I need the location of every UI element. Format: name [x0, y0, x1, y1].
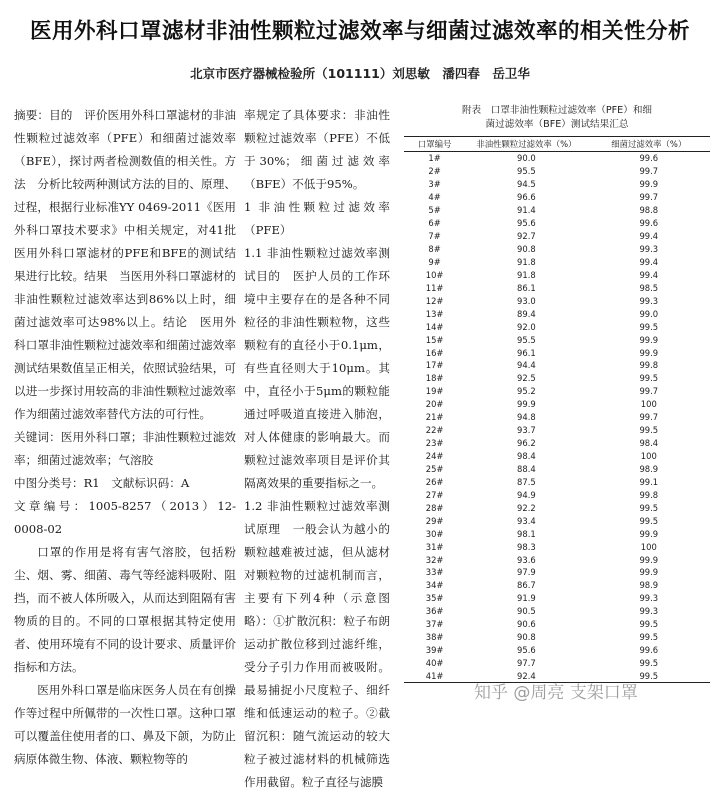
cell-bfe: 100 [640, 451, 657, 462]
table-row [404, 437, 710, 450]
cell-pfe: 95.5 [517, 334, 536, 345]
cell-pfe: 87.5 [517, 476, 536, 487]
cell-mask-id: 31# [425, 541, 444, 552]
cell-pfe: 90.5 [517, 606, 536, 617]
cell-mask-id: 1# [428, 153, 441, 164]
cell-mask-id: 5# [428, 205, 441, 216]
cell-mask-id: 38# [425, 632, 444, 643]
body-paragraph: 率规定了具体要求：非油性颗粒过滤效率（PFE）不低于30%；细菌过滤效率（BFE）不低于95%。 [244, 108, 390, 191]
cell-bfe: 98.4 [639, 438, 659, 449]
cell-bfe: 99.7 [639, 412, 659, 423]
cell-pfe: 95.6 [517, 218, 536, 229]
cell-bfe: 99.9 [639, 528, 659, 539]
cell-mask-id: 11# [425, 282, 444, 293]
table-row [404, 592, 710, 605]
cell-pfe: 96.6 [517, 192, 536, 203]
cell-mask-id: 25# [425, 463, 444, 474]
cell-mask-id: 3# [428, 179, 441, 190]
cell-mask-id: 29# [425, 515, 444, 526]
table-row [404, 514, 710, 527]
cell-bfe: 99.6 [639, 645, 659, 656]
cell-bfe: 99.4 [639, 256, 659, 267]
table-row [404, 256, 710, 269]
cell-bfe: 99.5 [639, 373, 659, 384]
cell-bfe: 99.3 [639, 295, 659, 306]
table-row [404, 346, 710, 359]
cell-pfe: 93.6 [517, 554, 536, 565]
cell-bfe: 99.5 [639, 658, 659, 669]
table-row [404, 475, 710, 488]
table-row [404, 605, 710, 618]
cell-mask-id: 17# [425, 360, 444, 371]
cell-mask-id: 16# [425, 347, 444, 358]
cell-mask-id: 15# [425, 334, 444, 345]
table-row [404, 320, 710, 333]
cell-bfe: 98.9 [639, 580, 659, 591]
cell-pfe: 93.0 [517, 295, 536, 306]
cell-bfe: 99.5 [639, 632, 659, 643]
keywords: 关键词：医用外科口罩；非油性颗粒过滤效率；细菌过滤效率；气溶胶 [14, 430, 236, 467]
table-row [404, 307, 710, 320]
cell-bfe: 98.5 [639, 282, 659, 293]
cell-bfe: 99.6 [639, 218, 659, 229]
cell-bfe: 99.8 [639, 489, 659, 500]
cell-pfe: 88.4 [517, 463, 536, 474]
table-row [404, 333, 710, 346]
cell-mask-id: 13# [425, 308, 444, 319]
cell-bfe: 99.5 [639, 619, 659, 630]
middle-column [244, 104, 390, 794]
cell-bfe: 100 [640, 541, 657, 552]
cell-mask-id: 33# [425, 567, 444, 578]
cell-bfe: 99.8 [639, 360, 659, 371]
table-row [404, 501, 710, 514]
cell-bfe: 99.7 [639, 386, 659, 397]
cell-pfe: 98.1 [517, 528, 536, 539]
cell-pfe: 94.5 [517, 179, 536, 190]
left-column [14, 104, 236, 771]
cell-mask-id: 41# [404, 670, 465, 683]
cell-bfe: 99.4 [639, 269, 659, 280]
cell-mask-id: 35# [425, 593, 444, 604]
subsection-paragraph: 1.1 非油性颗粒过滤效率测试目的 医护人员的工作环境中主要存在的是各种不同粒径的非油性颗粒物，这些颗粒有的直径小于0.1μm，有些直径则大于10μm。其中，直径小于5μm的颗粒能通过呼吸道直接进入肺泡，对人体健康的影响最大。而颗粒过滤效率项目是评价其隔离效果的重要指标之一。 [244, 246, 390, 490]
table-row [404, 566, 710, 579]
cell-bfe: 99.3 [639, 593, 659, 604]
cell-bfe: 99.6 [639, 153, 659, 164]
table-row [404, 644, 710, 657]
cell-mask-id: 7# [428, 231, 441, 242]
cell-mask-id: 40# [425, 658, 444, 669]
cell-mask-id: 22# [425, 425, 444, 436]
cell-bfe: 99.3 [639, 244, 659, 255]
header-bfe: 细菌过滤效率（%） [588, 137, 710, 152]
cell-pfe: 98.4 [517, 451, 536, 462]
cell-pfe: 94.9 [517, 489, 536, 500]
table-row [404, 398, 710, 411]
cell-mask-id: 2# [428, 166, 441, 177]
cell-pfe: 99.9 [517, 399, 536, 410]
cell-pfe: 92.5 [517, 373, 536, 384]
table-caption-line: 菌过滤效率（BFE）测试结果汇总 [485, 119, 629, 130]
abstract: 摘要：目的 评价医用外科口罩滤材的非油性颗粒过滤效率（PFE）和细菌过滤效率（BFE），探讨两者检测数值的相关性。方法 分析比较两种测试方法的目的、原理、过程，根据行业标准YY 0469-2011《医用外科口罩技术要求》中相关规定，对41批医用外科口罩滤材的PFE和BFE的测试结果进行比较。结果 当医用外科口罩滤材的非油性颗粒过滤效率达到86%以上时，细菌过滤效率可达98%以上。结论 医用外科口罩非油性颗粒过滤效率和细菌过滤效率测试结果数值呈正相关，依照试验结果，可以进一步探讨用较高的非油性颗粒过滤效率作为细菌过滤效率替代方法的可行性。 [14, 108, 236, 421]
results-table [404, 136, 710, 683]
table-row [404, 217, 710, 230]
cell-pfe: 91.8 [517, 256, 536, 267]
cell-bfe: 99.7 [639, 192, 659, 203]
cell-bfe: 99.9 [639, 567, 659, 578]
cell-bfe: 99.4 [639, 231, 659, 242]
table-row [404, 268, 710, 281]
cell-mask-id: 23# [425, 438, 444, 449]
cell-pfe: 90.0 [517, 153, 536, 164]
cell-bfe: 99.3 [639, 606, 659, 617]
table-caption-line: 附表 口罩非油性颗粒过滤效率（PFE）和细 [461, 105, 653, 116]
cell-bfe: 99.5 [639, 321, 659, 332]
cell-mask-id: 8# [428, 244, 441, 255]
author-line: 北京市医疗器械检验所（101111）刘思敏 潘四春 岳卫华 [190, 66, 530, 81]
cell-bfe: 99.9 [639, 334, 659, 345]
cell-pfe: 96.2 [517, 438, 536, 449]
table-row [404, 281, 710, 294]
cell-mask-id: 10# [425, 269, 444, 280]
cell-mask-id: 4# [428, 192, 441, 203]
table-row [404, 372, 710, 385]
cell-mask-id: 24# [425, 451, 444, 462]
cell-mask-id: 21# [425, 412, 444, 423]
cell-mask-id: 20# [425, 399, 444, 410]
table-row [404, 424, 710, 437]
cell-bfe: 99.5 [639, 515, 659, 526]
results-table-block [404, 104, 710, 683]
cell-mask-id: 6# [428, 218, 441, 229]
cell-pfe: 92.4 [465, 670, 587, 683]
cell-mask-id: 18# [425, 373, 444, 384]
cell-pfe: 96.1 [517, 347, 536, 358]
cell-pfe: 94.4 [517, 360, 536, 371]
cell-mask-id: 19# [425, 386, 444, 397]
section-heading: 1 非油性颗粒过滤效率（PFE） [244, 200, 390, 237]
cell-pfe: 92.2 [517, 502, 536, 513]
cell-pfe: 90.8 [517, 244, 536, 255]
cell-pfe: 89.4 [517, 308, 536, 319]
cell-bfe: 99.5 [639, 425, 659, 436]
table-row [404, 553, 710, 566]
cell-pfe: 95.2 [517, 386, 536, 397]
cell-pfe: 90.8 [517, 632, 536, 643]
cell-mask-id: 36# [425, 606, 444, 617]
table-row [404, 165, 710, 178]
table-row [404, 230, 710, 243]
cell-mask-id: 14# [425, 321, 444, 332]
cell-mask-id: 28# [425, 502, 444, 513]
cell-bfe: 100 [640, 399, 657, 410]
table-row [404, 579, 710, 592]
table-row [404, 527, 710, 540]
article-title: 医用外科口罩滤材非油性颗粒过滤效率与细菌过滤效率的相关性分析 [29, 19, 690, 44]
table-row [404, 631, 710, 644]
cell-bfe: 99.0 [639, 308, 659, 319]
cell-bfe: 99.9 [639, 347, 659, 358]
cell-bfe: 98.9 [639, 463, 659, 474]
cell-pfe: 91.9 [517, 593, 536, 604]
table-row [404, 450, 710, 463]
table-row [404, 488, 710, 501]
cell-pfe: 93.7 [517, 425, 536, 436]
cell-mask-id: 12# [425, 295, 444, 306]
table-row [404, 411, 710, 424]
table-row [404, 191, 710, 204]
table-row [404, 463, 710, 476]
cell-mask-id: 32# [425, 554, 444, 565]
article-number: 文章编号：1005-8257（2013）12-0008-02 [14, 499, 236, 536]
table-row [404, 178, 710, 191]
cell-mask-id: 9# [428, 256, 441, 267]
table-header-row [404, 137, 710, 152]
cell-pfe: 95.5 [517, 166, 536, 177]
cell-mask-id: 30# [425, 528, 444, 539]
table-row [404, 359, 710, 372]
cell-pfe: 97.9 [517, 567, 536, 578]
subsection-paragraph: 1.2 非油性颗粒过滤效率测试原理 一般会认为越小的颗粒越难被过滤，但从滤材对颗粒物的过滤机制而言，主要有下列4种（示意图略）：①扩散沉积：粒子布朗运动扩散位移到过滤纤维，受分子引力作用而被吸附。最易捕捉小尺度粒子、细纤维和低速运动的粒子。②截留沉积：随气流运动的较大粒子被过滤材料的机械筛选作用截留。粒子直径与滤膜 [244, 499, 390, 789]
header-pfe: 非油性颗粒过滤效率（%） [465, 137, 587, 152]
cell-bfe: 99.5 [588, 670, 710, 683]
cell-pfe: 98.3 [517, 541, 536, 552]
cell-pfe: 92.0 [517, 321, 536, 332]
classification: 中图分类号：R1 文献标识码：A [14, 476, 190, 490]
cell-pfe: 97.7 [517, 658, 536, 669]
body-paragraph: 医用外科口罩是临床医务人员在有创操作等过程中所佩带的一次性口罩。这种口罩可以覆盖住使用者的口、鼻及下颌，为防止病原体微生物、体液、颗粒物等的 [14, 683, 236, 766]
table-row [404, 152, 710, 165]
table-row [404, 294, 710, 307]
table-row [404, 657, 710, 670]
cell-pfe: 95.6 [517, 645, 536, 656]
body-paragraph: 口罩的作用是将有害气溶胶，包括粉尘、烟、雾、细菌、毒气等经滤料吸附、阻挡，而不被人体所吸入，从而达到阻隔有害物质的目的。不同的口罩根据其特定使用者、使用环境有不同的设计要求、质量评价指标和方法。 [14, 545, 236, 674]
cell-pfe: 91.4 [517, 205, 536, 216]
table-row [404, 618, 710, 631]
cell-bfe: 99.9 [639, 554, 659, 565]
table-row [404, 385, 710, 398]
cell-mask-id: 34# [425, 580, 444, 591]
cell-bfe: 99.7 [639, 166, 659, 177]
cell-bfe: 98.8 [639, 205, 659, 216]
table-row [404, 243, 710, 256]
cell-pfe: 91.8 [517, 269, 536, 280]
cell-mask-id: 37# [425, 619, 444, 630]
cell-mask-id: 26# [425, 476, 444, 487]
cell-mask-id: 39# [425, 645, 444, 656]
cell-bfe: 99.1 [639, 476, 659, 487]
cell-mask-id: 27# [425, 489, 444, 500]
cell-pfe: 90.6 [517, 619, 536, 630]
table-row [404, 204, 710, 217]
cell-pfe: 86.7 [517, 580, 536, 591]
header-mask-id: 口罩编号 [404, 137, 465, 152]
cell-bfe: 99.5 [639, 502, 659, 513]
table-caption [404, 104, 710, 132]
watermark: 知乎 @周亮 支架口罩 [474, 683, 638, 703]
cell-pfe: 93.4 [517, 515, 536, 526]
cell-bfe: 99.9 [639, 179, 659, 190]
cell-pfe: 94.8 [517, 412, 536, 423]
cell-pfe: 86.1 [517, 282, 536, 293]
table-row [404, 540, 710, 553]
cell-pfe: 92.7 [517, 231, 536, 242]
